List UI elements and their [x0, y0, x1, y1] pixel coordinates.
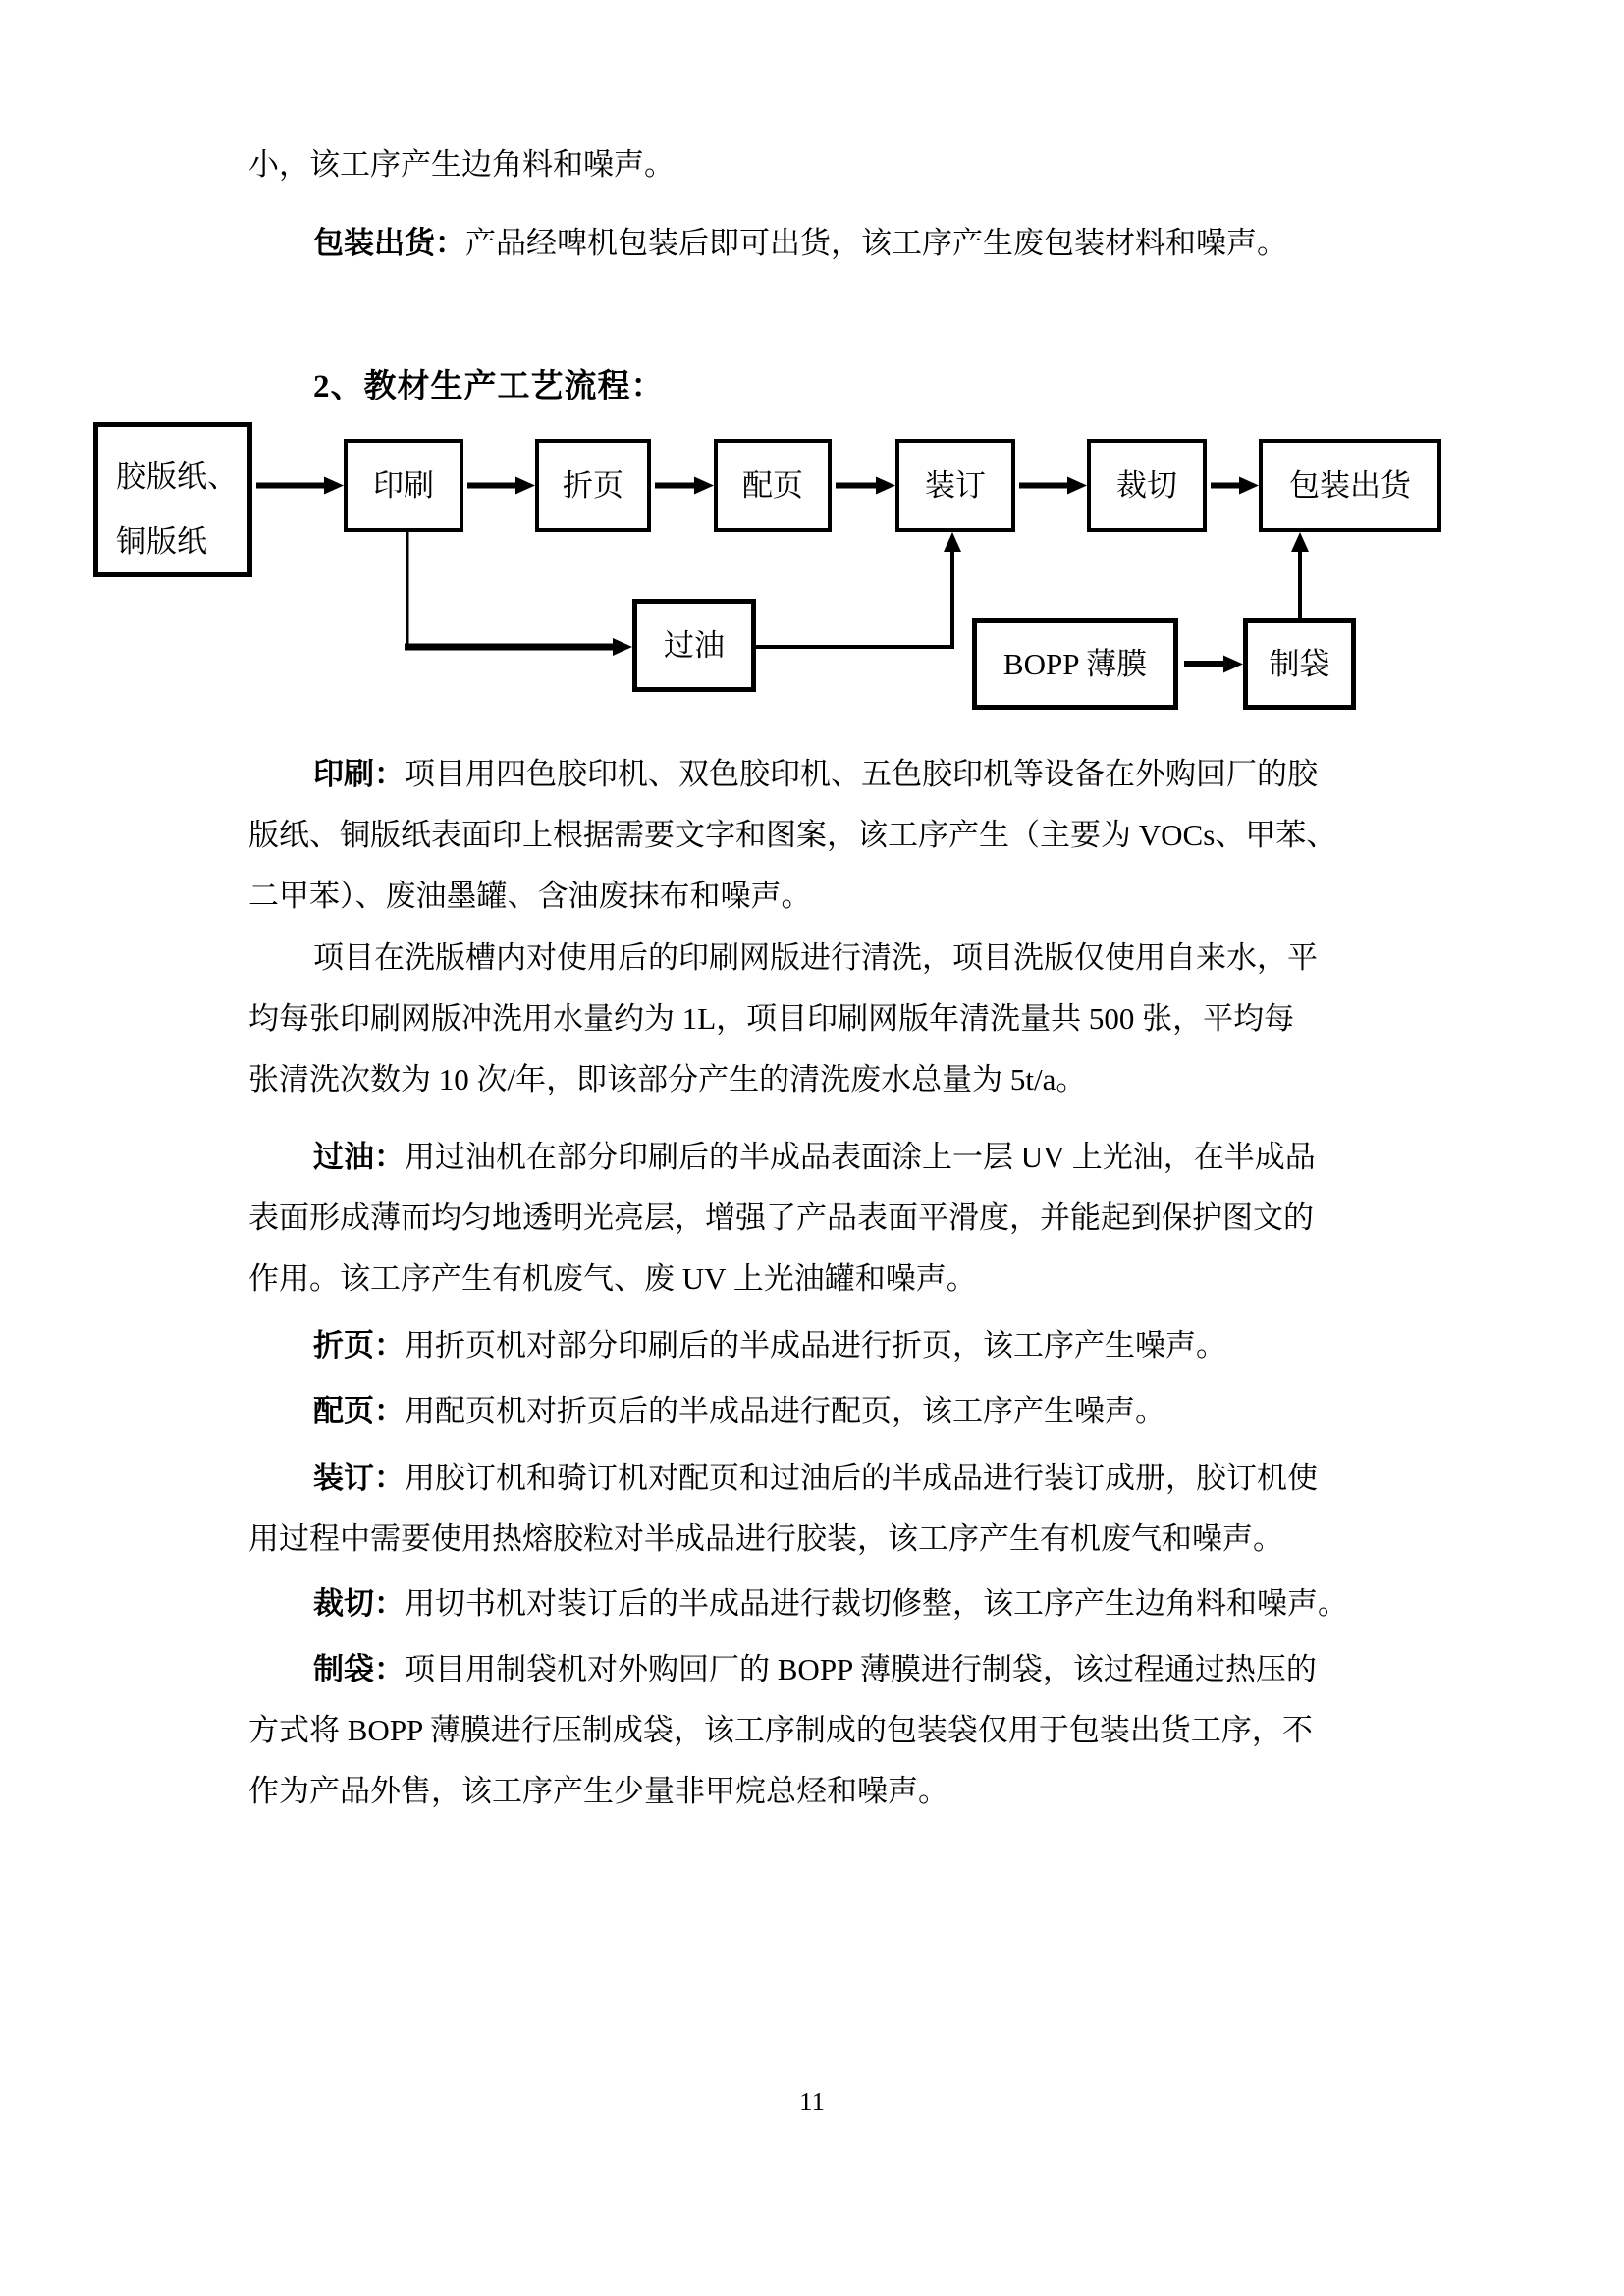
- flow-node-label: BOPP 薄膜: [1002, 646, 1148, 681]
- paragraph-continuation: [248, 134, 1403, 195]
- paragraph-plate-washing: [248, 928, 1403, 1110]
- text-line: 裁切：用切书机对装订后的半成品进行裁切修整，该工序产生边角料和噪声。: [313, 1586, 1348, 1621]
- flow-node-label: 制袋: [1269, 646, 1330, 681]
- flow-node-label: 印刷: [373, 467, 434, 503]
- run-in-label: 配页：: [313, 1394, 405, 1428]
- run-in-label: 裁切：: [313, 1586, 405, 1621]
- text-line: 作为产品外售，该工序产生少量非甲烷总烃和噪声。: [248, 1774, 948, 1808]
- text-line: [248, 356, 1403, 417]
- flow-node-label: 过油: [664, 627, 725, 663]
- flow-node-label: 包装出货: [1289, 467, 1411, 503]
- text-line: 二甲苯）、废油墨罐、含油废抹布和噪声。: [248, 879, 812, 913]
- flowchart-connectors: [0, 412, 1624, 736]
- text-line: 版纸、铜版纸表面印上根据需要文字和图案，该工序产生（主要为 VOCs、甲苯、: [248, 818, 1337, 852]
- run-in-label: 包装出货：: [313, 226, 465, 260]
- flow-node-label: 装订: [925, 467, 986, 503]
- flow-node-label: 裁切: [1116, 467, 1177, 503]
- text-line: 表面形成薄而均匀地透明光亮层，增强了产品表面平滑度，并能起到保护图文的: [248, 1201, 1314, 1235]
- flow-node-label: 配页: [742, 467, 803, 503]
- text-line: 过油：用过油机在部分印刷后的半成品表面涂上一层 UV 上光油，在半成品: [313, 1140, 1316, 1174]
- text-line: 用过程中需要使用热熔胶粒对半成品进行胶装，该工序产生有机废气和噪声。: [248, 1522, 1283, 1556]
- run-in-label: 折页：: [313, 1328, 405, 1362]
- text-line: 配页：用配页机对折页后的半成品进行配页，该工序产生噪声。: [313, 1394, 1165, 1428]
- section-heading: [248, 356, 1403, 417]
- arrow-oiling-to-binding: [756, 552, 952, 647]
- text-line: 张清洗次数为 10 次/年，即该部分产生的清洗废水总量为 5t/a。: [248, 1062, 1087, 1096]
- text-line: 作用。该工序产生有机废气、废 UV 上光油罐和噪声。: [248, 1261, 977, 1296]
- paragraph-packing-shipping: [248, 213, 1403, 274]
- flow-node-label: 胶版纸、: [116, 459, 238, 494]
- flow-node-label: 铜版纸: [116, 524, 207, 559]
- text-line: 折页：用折页机对部分印刷后的半成品进行折页，该工序产生噪声。: [313, 1328, 1226, 1362]
- paragraph-printing: [248, 744, 1403, 927]
- paragraph-binding: [248, 1448, 1403, 1570]
- flow-node-label: 折页: [563, 467, 623, 503]
- page-number: 11: [799, 2087, 825, 2116]
- run-in-label: 印刷：: [313, 757, 405, 791]
- paragraph-oiling: [248, 1127, 1403, 1309]
- text-line: 项目在洗版槽内对使用后的印刷网版进行清洗，项目洗版仅使用自来水，平: [313, 940, 1318, 975]
- run-in-label: 过油：: [313, 1140, 405, 1174]
- text-line: 方式将 BOPP 薄膜进行压制成袋，该工序制成的包装袋仅用于包装出货工序，不: [248, 1713, 1313, 1747]
- run-in-label: 制袋：: [313, 1652, 405, 1686]
- paragraph-cutting: [248, 1574, 1403, 1634]
- text-line: 均每张印刷网版冲洗用水量约为 1L，项目印刷网版年清洗量共 500 张，平均每: [248, 1001, 1295, 1036]
- paragraph-folding: [248, 1315, 1403, 1376]
- run-in-label: 装订：: [313, 1461, 405, 1495]
- text-line: 制袋：项目用制袋机对外购回厂的 BOPP 薄膜进行制袋，该过程通过热压的: [313, 1652, 1317, 1686]
- paragraph-bag-making: [248, 1639, 1403, 1822]
- text-line: 包装出货：产品经啤机包装后即可出货，该工序产生废包装材料和噪声。: [313, 226, 1287, 260]
- paragraph-collating: [248, 1381, 1403, 1442]
- text-line: 装订：用胶订机和骑订机对配页和过油后的半成品进行装订成册，胶订机使: [313, 1461, 1318, 1495]
- run-in-label: 2、教材生产工艺流程：: [313, 369, 665, 404]
- text-line: 小，该工序产生边角料和噪声。: [248, 147, 675, 182]
- text-line: 印刷：项目用四色胶印机、双色胶印机、五色胶印机等设备在外购回厂的胶: [313, 757, 1318, 791]
